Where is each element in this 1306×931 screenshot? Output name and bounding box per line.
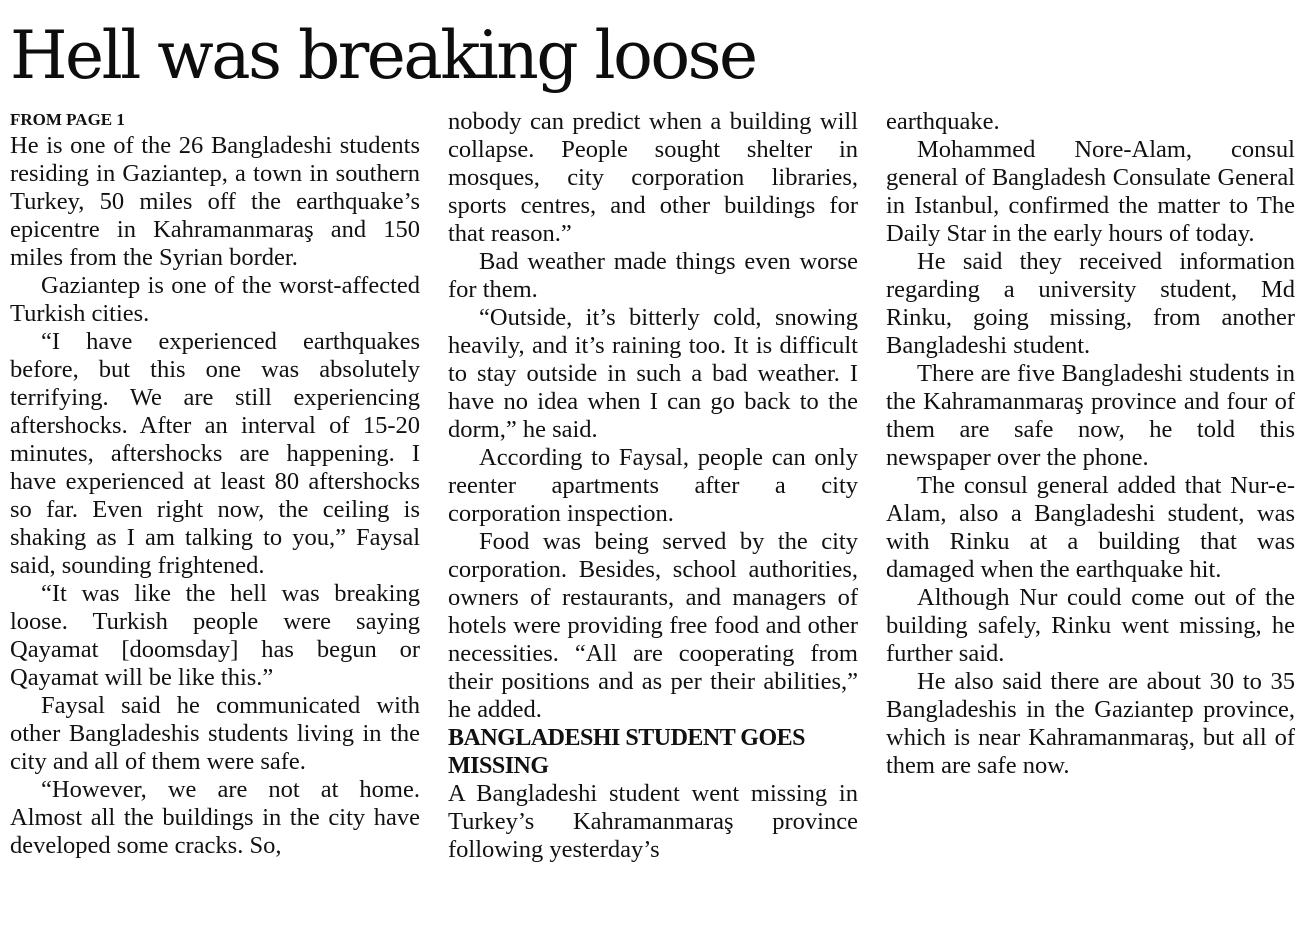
paragraph: There are five Bangladeshi students in the Kahramanmaraş province and four of them are safe now, he told this newspaper over the phone. bbox=[886, 360, 1295, 471]
paragraph: The consul general added that Nur-e-Alam, also a Bangladeshi student, was with Rinku at a building that was damaged when the earthquake hit. bbox=[886, 472, 1295, 583]
paragraph: “Outside, it’s bitterly cold, snowing heavily, and it’s raining too. It is difficult to stay outside in such a bad weather. I have no idea when I can go back to the dorm,” he said. bbox=[448, 304, 858, 443]
paragraph: earthquake. bbox=[886, 108, 1000, 135]
paragraph: Food was being served by the city corporation. Besides, school authorities, owners of restaurants, and managers of hotels were providing free food and other necessities. “All are cooperating from their positions and as per their abilities,” he added. bbox=[448, 528, 858, 723]
paragraph: Faysal said he communicated with other Bangladeshis students living in the city and all of them were safe. bbox=[10, 692, 420, 775]
paragraph: “It was like the hell was breaking loose. Turkish people were saying Qayamat [doomsday] has begun or Qayamat will be like this.” bbox=[10, 580, 420, 691]
article-column-1 bbox=[10, 108, 420, 860]
paragraph: nobody can predict when a building will collapse. People sought shelter in mosques, city corporation libraries, sports centres, and other buildings for that reason.” bbox=[448, 108, 858, 247]
paragraph: “However, we are not at home. Almost all the buildings in the city have developed some cracks. So, bbox=[10, 776, 420, 859]
paragraph: “I have experienced earthquakes before, but this one was absolutely terrifying. We are still experiencing aftershocks. After an interval of 15-20 minutes, aftershocks are happening. I have experienced at least 80 aftershocks so far. Even right now, the ceiling is shaking as I am talking to you,” Faysal said, sounding frightened. bbox=[10, 328, 420, 579]
paragraph: He said they received information regarding a university student, Md Rinku, going missing, from another Bangladeshi student. bbox=[886, 248, 1295, 359]
paragraph: He also said there are about 30 to 35 Bangladeshis in the Gaziantep province, which is near Kahramanmaraş, but all of them are safe now. bbox=[886, 668, 1295, 779]
kicker-from-page-1: FROM PAGE 1 bbox=[10, 110, 125, 129]
subheading: BANGLADESHI STUDENT GOES MISSING bbox=[448, 725, 805, 779]
paragraph: Gaziantep is one of the worst-affected Turkish cities. bbox=[10, 272, 420, 327]
headline: Hell was breaking loose bbox=[10, 17, 756, 94]
paragraph: According to Faysal, people can only reenter apartments after a city corporation inspection. bbox=[448, 444, 858, 527]
paragraph: A Bangladeshi student went missing in Turkey’s Kahramanmaraş province following yesterday’s bbox=[448, 780, 858, 863]
paragraph: He is one of the 26 Bangladeshi students residing in Gaziantep, a town in southern Turkey, 50 miles off the earthquake’s epicentre in Kahramanmaraş and 150 miles from the Syrian border. bbox=[10, 132, 420, 271]
article-column-3 bbox=[886, 108, 1295, 780]
article-column-2 bbox=[448, 108, 858, 864]
paragraph: Although Nur could come out of the building safely, Rinku went missing, he further said. bbox=[886, 584, 1295, 667]
paragraph: Mohammed Nore-Alam, consul general of Bangladesh Consulate General in Istanbul, confirmed the matter to The Daily Star in the early hours of today. bbox=[886, 136, 1295, 247]
paragraph: Bad weather made things even worse for them. bbox=[448, 248, 858, 303]
